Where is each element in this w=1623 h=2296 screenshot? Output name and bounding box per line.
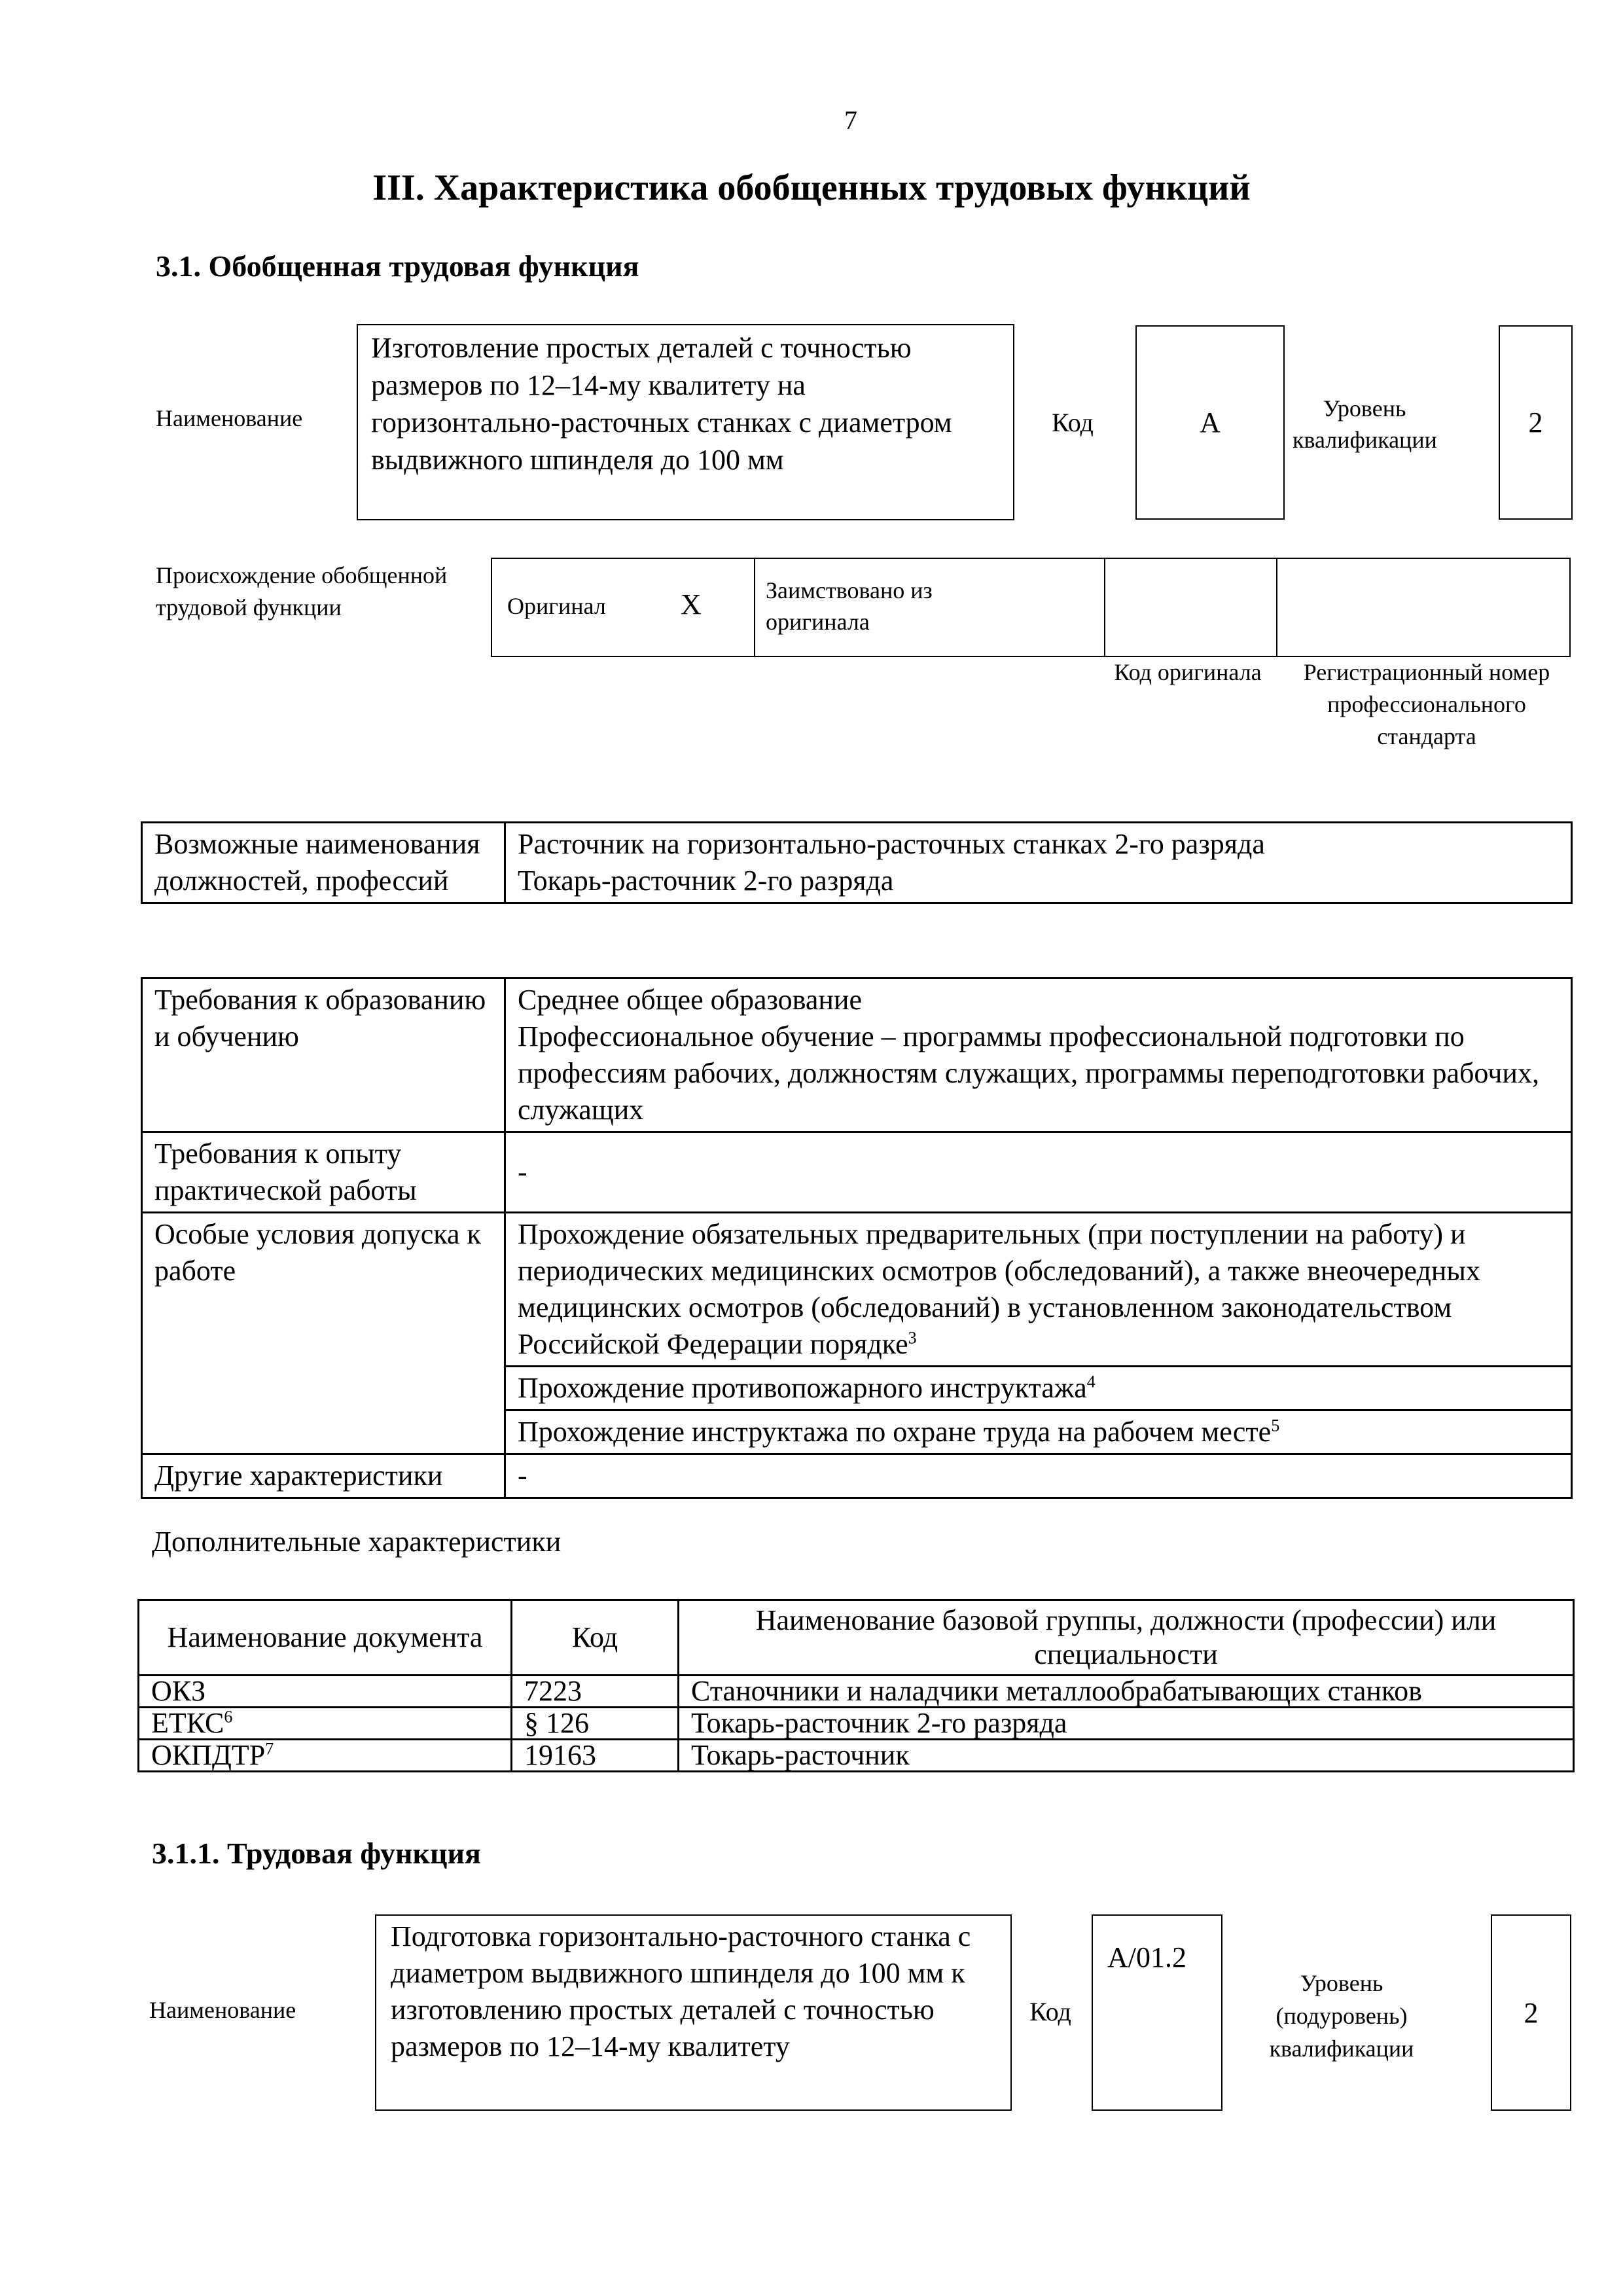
special-condition-2 <box>505 1367 1572 1410</box>
name-cell: Токарь-расточник <box>679 1740 1574 1772</box>
positions-table <box>141 821 1573 904</box>
col-doc-header: Наименование документа <box>139 1600 512 1676</box>
col-code-header: Код <box>512 1600 679 1676</box>
col-name-header: Наименование базовой группы, должности (профессии) или специальности <box>679 1600 1574 1676</box>
special-condition-3-text: Прохождение инструктажа по охране труда на рабочем месте <box>518 1416 1272 1448</box>
footnote-ref: 3 <box>908 1328 917 1348</box>
position-item: Токарь-расточник 2-го разряда <box>518 865 894 897</box>
tf-level-value: 2 <box>1491 1914 1571 2111</box>
experience-value: - <box>505 1132 1572 1213</box>
footnote-ref: 4 <box>1086 1372 1096 1391</box>
code-cell: § 126 <box>512 1708 679 1740</box>
footnote-ref: 7 <box>265 1739 274 1759</box>
name-cell: Токарь-расточник 2-го разряда <box>679 1708 1574 1740</box>
education-line: Среднее общее образование <box>518 984 863 1016</box>
tf-code-value: A/01.2 <box>1092 1914 1222 2111</box>
gtf-level-label: Уровень квалификации <box>1293 395 1437 453</box>
table-row <box>139 1676 1574 1708</box>
gtf-level-value: 2 <box>1499 325 1573 520</box>
code-cell: 7223 <box>512 1676 679 1708</box>
special-condition-1 <box>505 1213 1572 1367</box>
page-number: 7 <box>844 105 857 135</box>
additional-table <box>137 1599 1575 1772</box>
special-condition-2-text: Прохождение противопожарного инструктажа <box>518 1372 1087 1404</box>
gtf-name-label: Наименование <box>156 405 303 431</box>
tf-level-label: Уровень (подуровень) квалификации <box>1269 1970 1414 2062</box>
positions-label: Возможные наименования должностей, профессий <box>142 823 505 903</box>
tf-name-label: Наименование <box>149 1997 296 2023</box>
origin-label: Происхождение обобщенной трудовой функции <box>156 562 448 620</box>
origin-borrowed-label: Заимствовано из оригинала <box>766 577 933 635</box>
gtf-heading: 3.1. Обобщенная трудовая функция <box>156 249 639 283</box>
origin-original-label: Оригинал <box>507 593 606 619</box>
position-item: Расточник на горизонтально-расточных станках 2-го разряда <box>518 828 1265 860</box>
gtf-code-value: A <box>1135 325 1285 520</box>
origin-reg-caption: Регистрационный номер профессионального стандарта <box>1303 659 1550 749</box>
footnote-ref: 6 <box>224 1707 233 1727</box>
origin-code-caption: Код оригинала <box>1114 659 1262 685</box>
other-value: - <box>505 1454 1572 1498</box>
additional-heading: Дополнительные характеристики <box>152 1526 562 1558</box>
section-title: III. Характеристика обобщенных трудовых функций <box>372 168 1251 208</box>
education-line: Профессиональное обучение – программы профессиональной подготовки по профессиям рабочих, должностям служащих, программы переподготовки рабочих, служащих <box>518 1020 1539 1126</box>
origin-table <box>491 558 1571 657</box>
tf-name-value: Подготовка горизонтально-расточного станка с диаметром выдвижного шпинделя до 100 мм к изготовлению простых деталей с точностью размеров по 12–14-му квалитету <box>375 1914 1012 2111</box>
special-label: Особые условия допуска к работе <box>142 1213 505 1454</box>
origin-original-mark: X <box>681 588 702 620</box>
experience-label: Требования к опыту практической работы <box>142 1132 505 1213</box>
table-row <box>139 1740 1574 1772</box>
doc-cell: ОКЗ <box>151 1675 206 1707</box>
doc-cell: ЕТКС <box>151 1707 224 1739</box>
gtf-name-value: Изготовление простых деталей с точностью размеров по 12–14-му квалитету на горизонтально-расточных станках с диаметром выдвижного шпинделя до 100 мм <box>357 324 1014 520</box>
other-label: Другие характеристики <box>142 1454 505 1498</box>
doc-cell: ОКПДТР <box>151 1739 266 1771</box>
code-cell: 19163 <box>512 1740 679 1772</box>
footnote-ref: 5 <box>1271 1416 1280 1435</box>
name-cell: Станочники и наладчики металлообрабатывающих станков <box>679 1676 1574 1708</box>
education-label: Требования к образованию и обучению <box>142 978 505 1132</box>
table-row <box>139 1708 1574 1740</box>
special-condition-3 <box>505 1410 1572 1454</box>
positions-values <box>505 823 1572 903</box>
gtf-code-label: Код <box>1052 408 1094 437</box>
education-values <box>505 978 1572 1132</box>
requirements-table <box>141 977 1573 1499</box>
tf-code-label: Код <box>1029 1997 1071 2026</box>
special-condition-1-text: Прохождение обязательных предварительных (при поступлении на работу) и периодических медицинских осмотров (обследований), а также внеочередных медицинских осмотров (обследований) в установленном законодательством Российской Федерации порядке <box>518 1218 1480 1360</box>
tf-heading: 3.1.1. Трудовая функция <box>152 1837 481 1870</box>
